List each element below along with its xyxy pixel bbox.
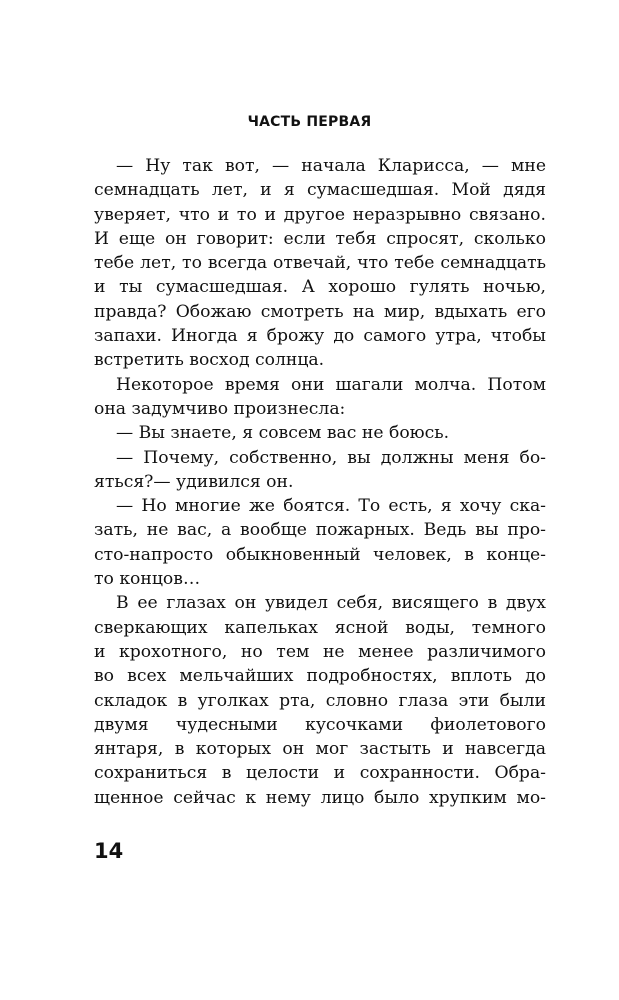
text-line: и крохотного, но тем не менее различимого xyxy=(94,641,546,662)
text-line: встретить восход солнца. xyxy=(94,350,325,371)
text-line: Некоторое время они шагали молча. Потом xyxy=(116,374,546,395)
text-line: то концов… xyxy=(94,569,201,590)
running-head: ЧАСТЬ ПЕРВАЯ xyxy=(247,114,372,130)
page-number: 14 xyxy=(94,839,124,863)
text-line: — Но многие же боятся. То есть, я хочу ска- xyxy=(116,496,546,517)
text-line: тебе лет, то всегда отвечай, что тебе семнадцать xyxy=(94,253,546,274)
text-line: складок в уголках рта, словно глаза эти были xyxy=(94,690,546,711)
text-line: — Почему, собственно, вы должны меня бо- xyxy=(116,447,546,468)
text-line: зать, не вас, а вообще пожарных. Ведь вы про- xyxy=(94,520,546,541)
text-line: уверяет, что и то и другое неразрывно связано. xyxy=(94,204,546,225)
text-line: она задумчиво произнесла: xyxy=(94,398,346,419)
text-line: правда? Обожаю смотреть на мир, вдыхать его xyxy=(94,301,546,322)
text-line: щенное сейчас к нему лицо было хрупким мо- xyxy=(94,787,546,808)
text-line: янтаря, в которых он мог застыть и навсегда xyxy=(94,739,546,760)
text-line: сохраниться в целости и сохранности. Обра- xyxy=(94,763,546,784)
text-line: запахи. Иногда я брожу до самого утра, чтобы xyxy=(94,326,546,347)
text-line: яться?— удивился он. xyxy=(94,471,294,492)
text-line: — Вы знаете, я совсем вас не боюсь. xyxy=(116,423,450,444)
body-text xyxy=(94,154,546,810)
text-line: И еще он говорит: если тебя спросят, сколько xyxy=(94,228,546,249)
text-line: В ее глазах он увидел себя, висящего в двух xyxy=(116,593,546,614)
text-line: сверкающих капельках ясной воды, темного xyxy=(94,617,546,638)
text-line: двумя чудесными кусочками фиолетового xyxy=(94,714,546,735)
text-line: во всех мельчайших подробностях, вплоть до xyxy=(94,666,546,687)
text-line: семнадцать лет, и я сумасшедшая. Мой дядя xyxy=(94,180,546,201)
text-line: сто-напросто обыкновенный человек, в конце- xyxy=(94,544,546,565)
text-line: и ты сумасшедшая. А хорошо гулять ночью, xyxy=(94,277,546,298)
text-line: — Ну так вот, — начала Кларисса, — мне xyxy=(116,156,546,176)
